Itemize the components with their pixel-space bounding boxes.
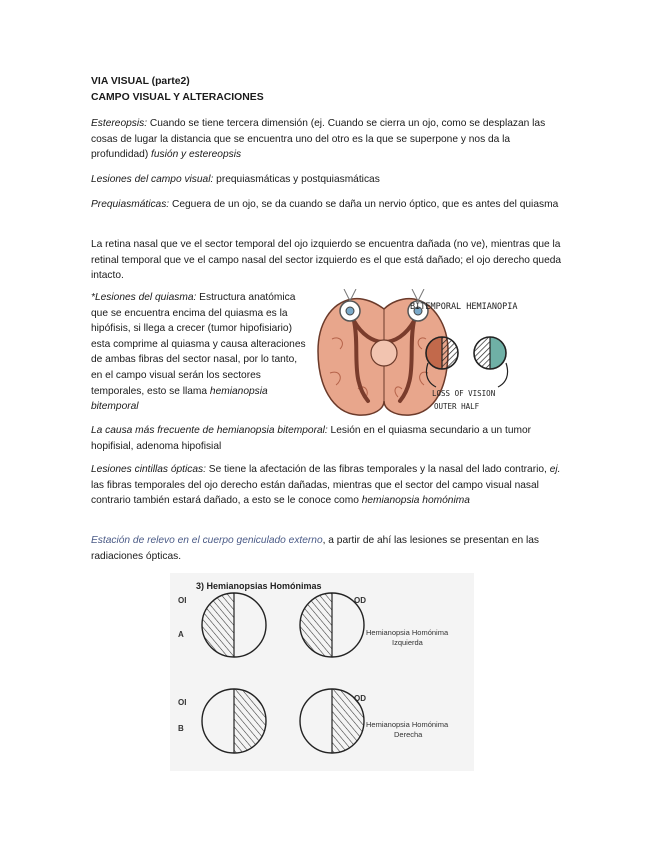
label-estacion-relevo: Estación de relevo en el cuerpo geniculado externo bbox=[91, 535, 323, 546]
tail-lesiones-quiasma: hemianopsia bitemporal bbox=[91, 385, 268, 413]
doc-title: VIA VISUAL (parte2) bbox=[91, 76, 190, 87]
brain-figure-caption-1: LOSS OF VISION bbox=[432, 389, 496, 398]
label-cintillas: Lesiones cintillas ópticas: bbox=[91, 464, 206, 475]
paragraph-estacion-relevo bbox=[91, 533, 566, 564]
row-a-label-1: Hemianopsia Homónima bbox=[366, 628, 449, 637]
brain-figure-caption-2: OUTER HALF bbox=[434, 402, 480, 411]
text-estereopsis: Cuando se tiene tercera dimensión (ej. Cuando se cierra un ojo, como se desplazan las cosas de lugar la distancia que se encuentra uno del otro es la que se superpone y nos da la profundidad) bbox=[91, 118, 546, 161]
paragraph-estereopsis bbox=[91, 116, 566, 163]
left-visual-field bbox=[426, 337, 458, 369]
row-b-label-2: Derecha bbox=[394, 730, 423, 739]
hemianopsias-figure bbox=[170, 573, 474, 771]
text-prequiasmaticas: Ceguera de un ojo, se da cuando se daña un nervio óptico, que es antes del quiasma bbox=[169, 199, 559, 210]
tail-cintillas: hemianopsia homónima bbox=[361, 495, 470, 507]
paragraph-lesiones-campo bbox=[91, 172, 566, 188]
label-estereopsis: Estereopsis: bbox=[91, 118, 148, 129]
text-lesiones-quiasma: Estructura anatómica que se encuentra encima del quiasma es la hipófisis, si llega a crecer (tumor hipofisiario) esta comprime al quiasma y causa alteraciones de ambas fibras del sector nasal, por lo tanto, en el campo visual serán los sectores temporales, esto se llama bbox=[91, 292, 306, 397]
row-b-label-1: Hemianopsia Homónima bbox=[366, 720, 449, 729]
label-lesiones-campo: Lesiones del campo visual: bbox=[91, 174, 214, 185]
text-lesiones-campo: prequiasmáticas y postquiasmáticas bbox=[213, 174, 380, 185]
tail-estereopsis: fusión y estereopsis bbox=[151, 149, 242, 161]
row-b-letter: B bbox=[178, 724, 184, 733]
paragraph-cintillas bbox=[91, 462, 566, 509]
label-prequiasmaticas: Prequiasmáticas: bbox=[91, 199, 170, 210]
paragraph-lesiones-quiasma bbox=[91, 290, 306, 415]
text-cintillas-ej: ej. bbox=[549, 464, 561, 475]
label-lesiones-quiasma: *Lesiones del quiasma: bbox=[91, 292, 197, 303]
brain-illustration bbox=[310, 289, 530, 419]
paragraph-retina-nasal: La retina nasal que ve el sector temporal del ojo izquierdo se encuentra dañada (no ve), mientras que la retinal temporal que ve el campo nasal del sector izquierdo es el que está dañado; el ojo derecho queda intacto. bbox=[91, 239, 562, 282]
chiasm-circle bbox=[371, 340, 397, 366]
row-b-right-eye-label: OD bbox=[354, 694, 366, 703]
text-cintillas-2: las fibras temporales del ojo derecho están dañadas, mientras que el sector del campo visual nasal contrario también estará dañado, a esto se le conoce como bbox=[91, 479, 539, 507]
row-a-letter: A bbox=[178, 630, 184, 639]
hemi-figure-heading: 3) Hemianopsias Homónimas bbox=[196, 581, 322, 591]
brain-figure-title: BITEMPORAL HEMIANOPIA bbox=[410, 302, 518, 312]
text-causa-frecuente: Lesión en el quiasma secundario a un tumor hopifisial, adenoma hipofisial bbox=[91, 425, 532, 452]
text-cintillas-1: Se tiene la afectación de las fibras temporales y la nasal del lado contrario, bbox=[205, 464, 550, 475]
row-b-left-eye-label: OI bbox=[178, 698, 187, 707]
right-visual-field bbox=[474, 337, 506, 369]
doc-subtitle: CAMPO VISUAL Y ALTERACIONES bbox=[91, 92, 264, 103]
text-estacion-relevo: , a partir de ahí las lesiones se presentan en las radiaciones ópticas. bbox=[91, 535, 539, 562]
paragraph-prequiasmaticas bbox=[91, 197, 566, 213]
paragraph-causa-frecuente bbox=[91, 423, 566, 454]
row-a-right-eye-label: OD bbox=[354, 596, 366, 605]
label-causa-frecuente: La causa más frecuente de hemianopsia bitemporal: bbox=[91, 425, 328, 436]
row-a-label-2: Izquierda bbox=[392, 638, 423, 647]
row-a-left-eye-label: OI bbox=[178, 596, 187, 605]
